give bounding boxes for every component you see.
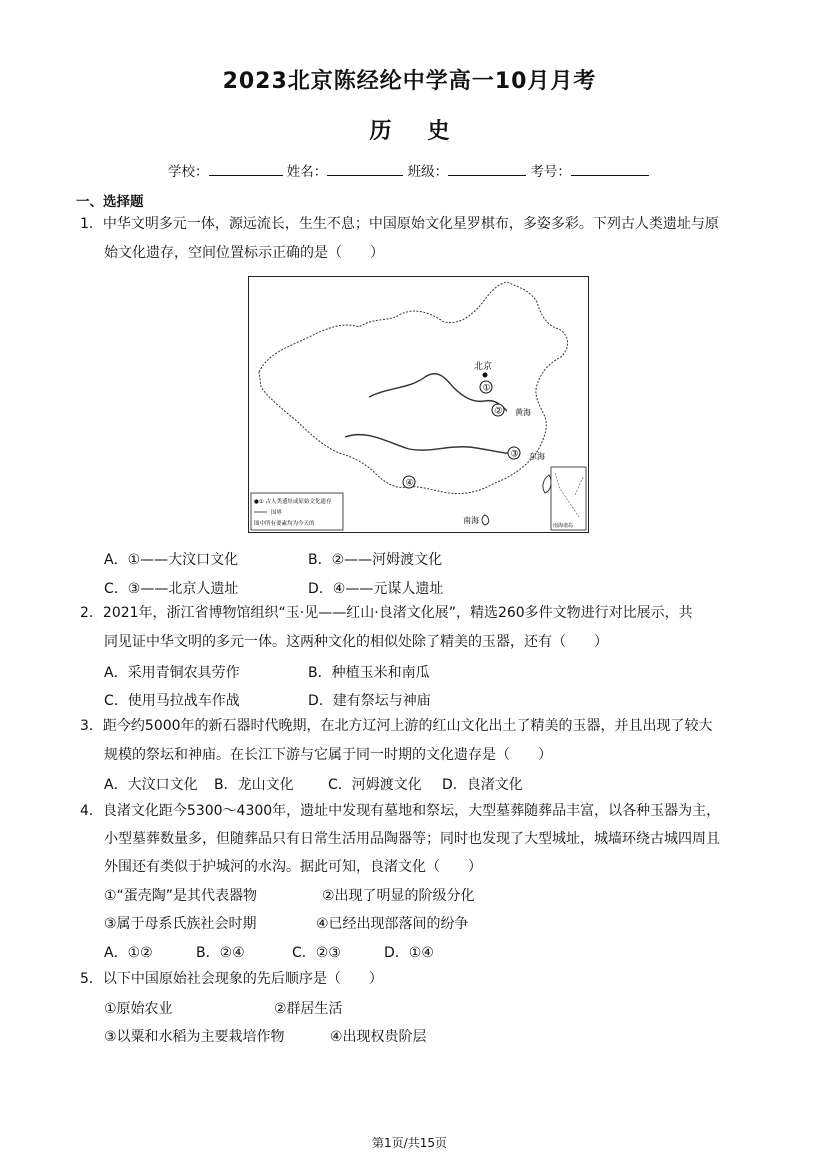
class-label: 班级： — [407, 164, 449, 180]
sea-label-yellow: 黄海 — [515, 408, 531, 417]
legend-border-text: 国界 — [271, 510, 283, 516]
hainan-island — [482, 515, 489, 525]
sea-label-south: 南海 — [463, 516, 479, 525]
q2-option-b: B．种植玉米和南瓜 — [308, 665, 430, 681]
q5-statement-3: ③以粟和水稻为主要栽培作物 — [104, 1029, 285, 1045]
q4-option-b: B．②④ — [196, 945, 245, 961]
site-marker-1-label: ① — [482, 383, 491, 394]
mainland-border — [259, 282, 568, 494]
beijing-label: 北京 — [474, 362, 493, 372]
china-map-svg — [249, 277, 588, 532]
q4-statement-4: ④已经出现部落间的纷争 — [316, 916, 469, 932]
q2-option-a: A．采用青铜农具劳作 — [104, 665, 240, 681]
section-heading: 一、选择题 — [76, 194, 144, 210]
q1-option-c: C．③——北京人遗址 — [104, 581, 239, 597]
q3-option-b: B．龙山文化 — [214, 777, 294, 793]
q2-option-c: C．使用马拉战车作战 — [104, 693, 240, 709]
q5-statement-1: ①原始农业 — [104, 1001, 173, 1017]
exam-title: 2023北京陈经纶中学高一10月月考 — [222, 69, 597, 94]
question-1-line2: 始文化遗存，空间位置标示正确的是（ ） — [104, 245, 384, 261]
q3-option-c: C．河姆渡文化 — [328, 777, 422, 793]
question-3-line1: 3．距今约5000年的新石器时代晚期，在北方辽河上游的红山文化出土了精美的玉器，并且出现了较大 — [80, 718, 713, 734]
site-marker-4-label: ④ — [405, 478, 414, 489]
question-2-line2: 同见证中华文明的多元一体。这两种文化的相似处除了精美的玉器，还有（ ） — [104, 634, 608, 650]
school-blank — [209, 161, 283, 176]
question-4-line2: 小型墓葬数量多，但随葬品只有日常生活用品陶器等；同时也发现了大型城址，城墙环绕古城四周且 — [104, 831, 720, 847]
legend-note-text: 图中所有要素均为今天的 — [254, 521, 315, 527]
q4-option-a: A．①② — [104, 945, 153, 961]
q3-option-a: A．大汶口文化 — [104, 777, 198, 793]
q5-statement-4: ④出现权贵阶层 — [330, 1029, 427, 1045]
site-marker-2-label: ② — [494, 406, 503, 417]
china-map-figure — [248, 276, 589, 533]
yangtze-river — [345, 435, 519, 454]
exam-number-label: 考号： — [530, 164, 571, 180]
q4-statement-3: ③属于母系氏族社会时期 — [104, 916, 257, 932]
exam-number-blank — [571, 161, 649, 176]
question-4-line1: 4．良渚文化距今5300～4300年，遗址中发现有墓地和祭坛，大型墓葬随葬品丰富，以各种玉器为主， — [80, 803, 721, 819]
subject-title: 历史 — [369, 119, 486, 144]
q1-option-b: B．②——河姆渡文化 — [308, 552, 443, 568]
q2-option-d: D．建有祭坛与神庙 — [308, 693, 431, 709]
student-info-row — [168, 160, 649, 180]
q5-statement-2: ②群居生活 — [274, 1001, 343, 1017]
q4-option-c: C．②③ — [292, 945, 341, 961]
question-3-line2: 规模的祭坛和神庙。在长江下游与它属于同一时期的文化遗存是（ ） — [104, 747, 552, 763]
q4-statement-1: ①“蛋壳陶”是其代表器物 — [104, 888, 258, 904]
beijing-dot — [483, 373, 488, 378]
class-blank — [448, 161, 526, 176]
legend-site-text: ●① 古人类遗址或原始文化遗存 — [254, 499, 332, 505]
q1-option-a: A．①——大汶口文化 — [104, 552, 239, 568]
q4-statement-2: ②出现了明显的阶级分化 — [322, 888, 475, 904]
school-label: 学校： — [168, 164, 209, 180]
name-blank — [327, 161, 403, 176]
site-marker-3-label: ③ — [510, 449, 519, 460]
question-5-line1: 5．以下中国原始社会现象的先后顺序是（ ） — [80, 971, 383, 987]
name-label: 姓名： — [286, 164, 328, 180]
question-4-line3: 外围还有类似于护城河的水沟。据此可知，良渚文化（ ） — [104, 859, 482, 875]
question-2-line1: 2．2021年，浙江省博物馆组织“玉·见——红山·良渚文化展”，精选260多件文物进行对比展示，共 — [80, 605, 693, 621]
q4-option-d: D．①④ — [384, 945, 434, 961]
page-number: 第1页/共15页 — [372, 1136, 447, 1150]
question-1-line1: 1．中华文明多元一体，源远流长，生生不息；中国原始文化星罗棋布，多姿多彩。下列古人类遗址与原 — [80, 216, 719, 232]
inset-label: 南海诸岛 — [553, 523, 574, 529]
q3-option-d: D．良渚文化 — [442, 777, 523, 793]
q1-option-d: D．④——元谋人遗址 — [308, 581, 444, 597]
sea-label-east: 东海 — [529, 452, 545, 461]
taiwan-island — [543, 475, 551, 493]
